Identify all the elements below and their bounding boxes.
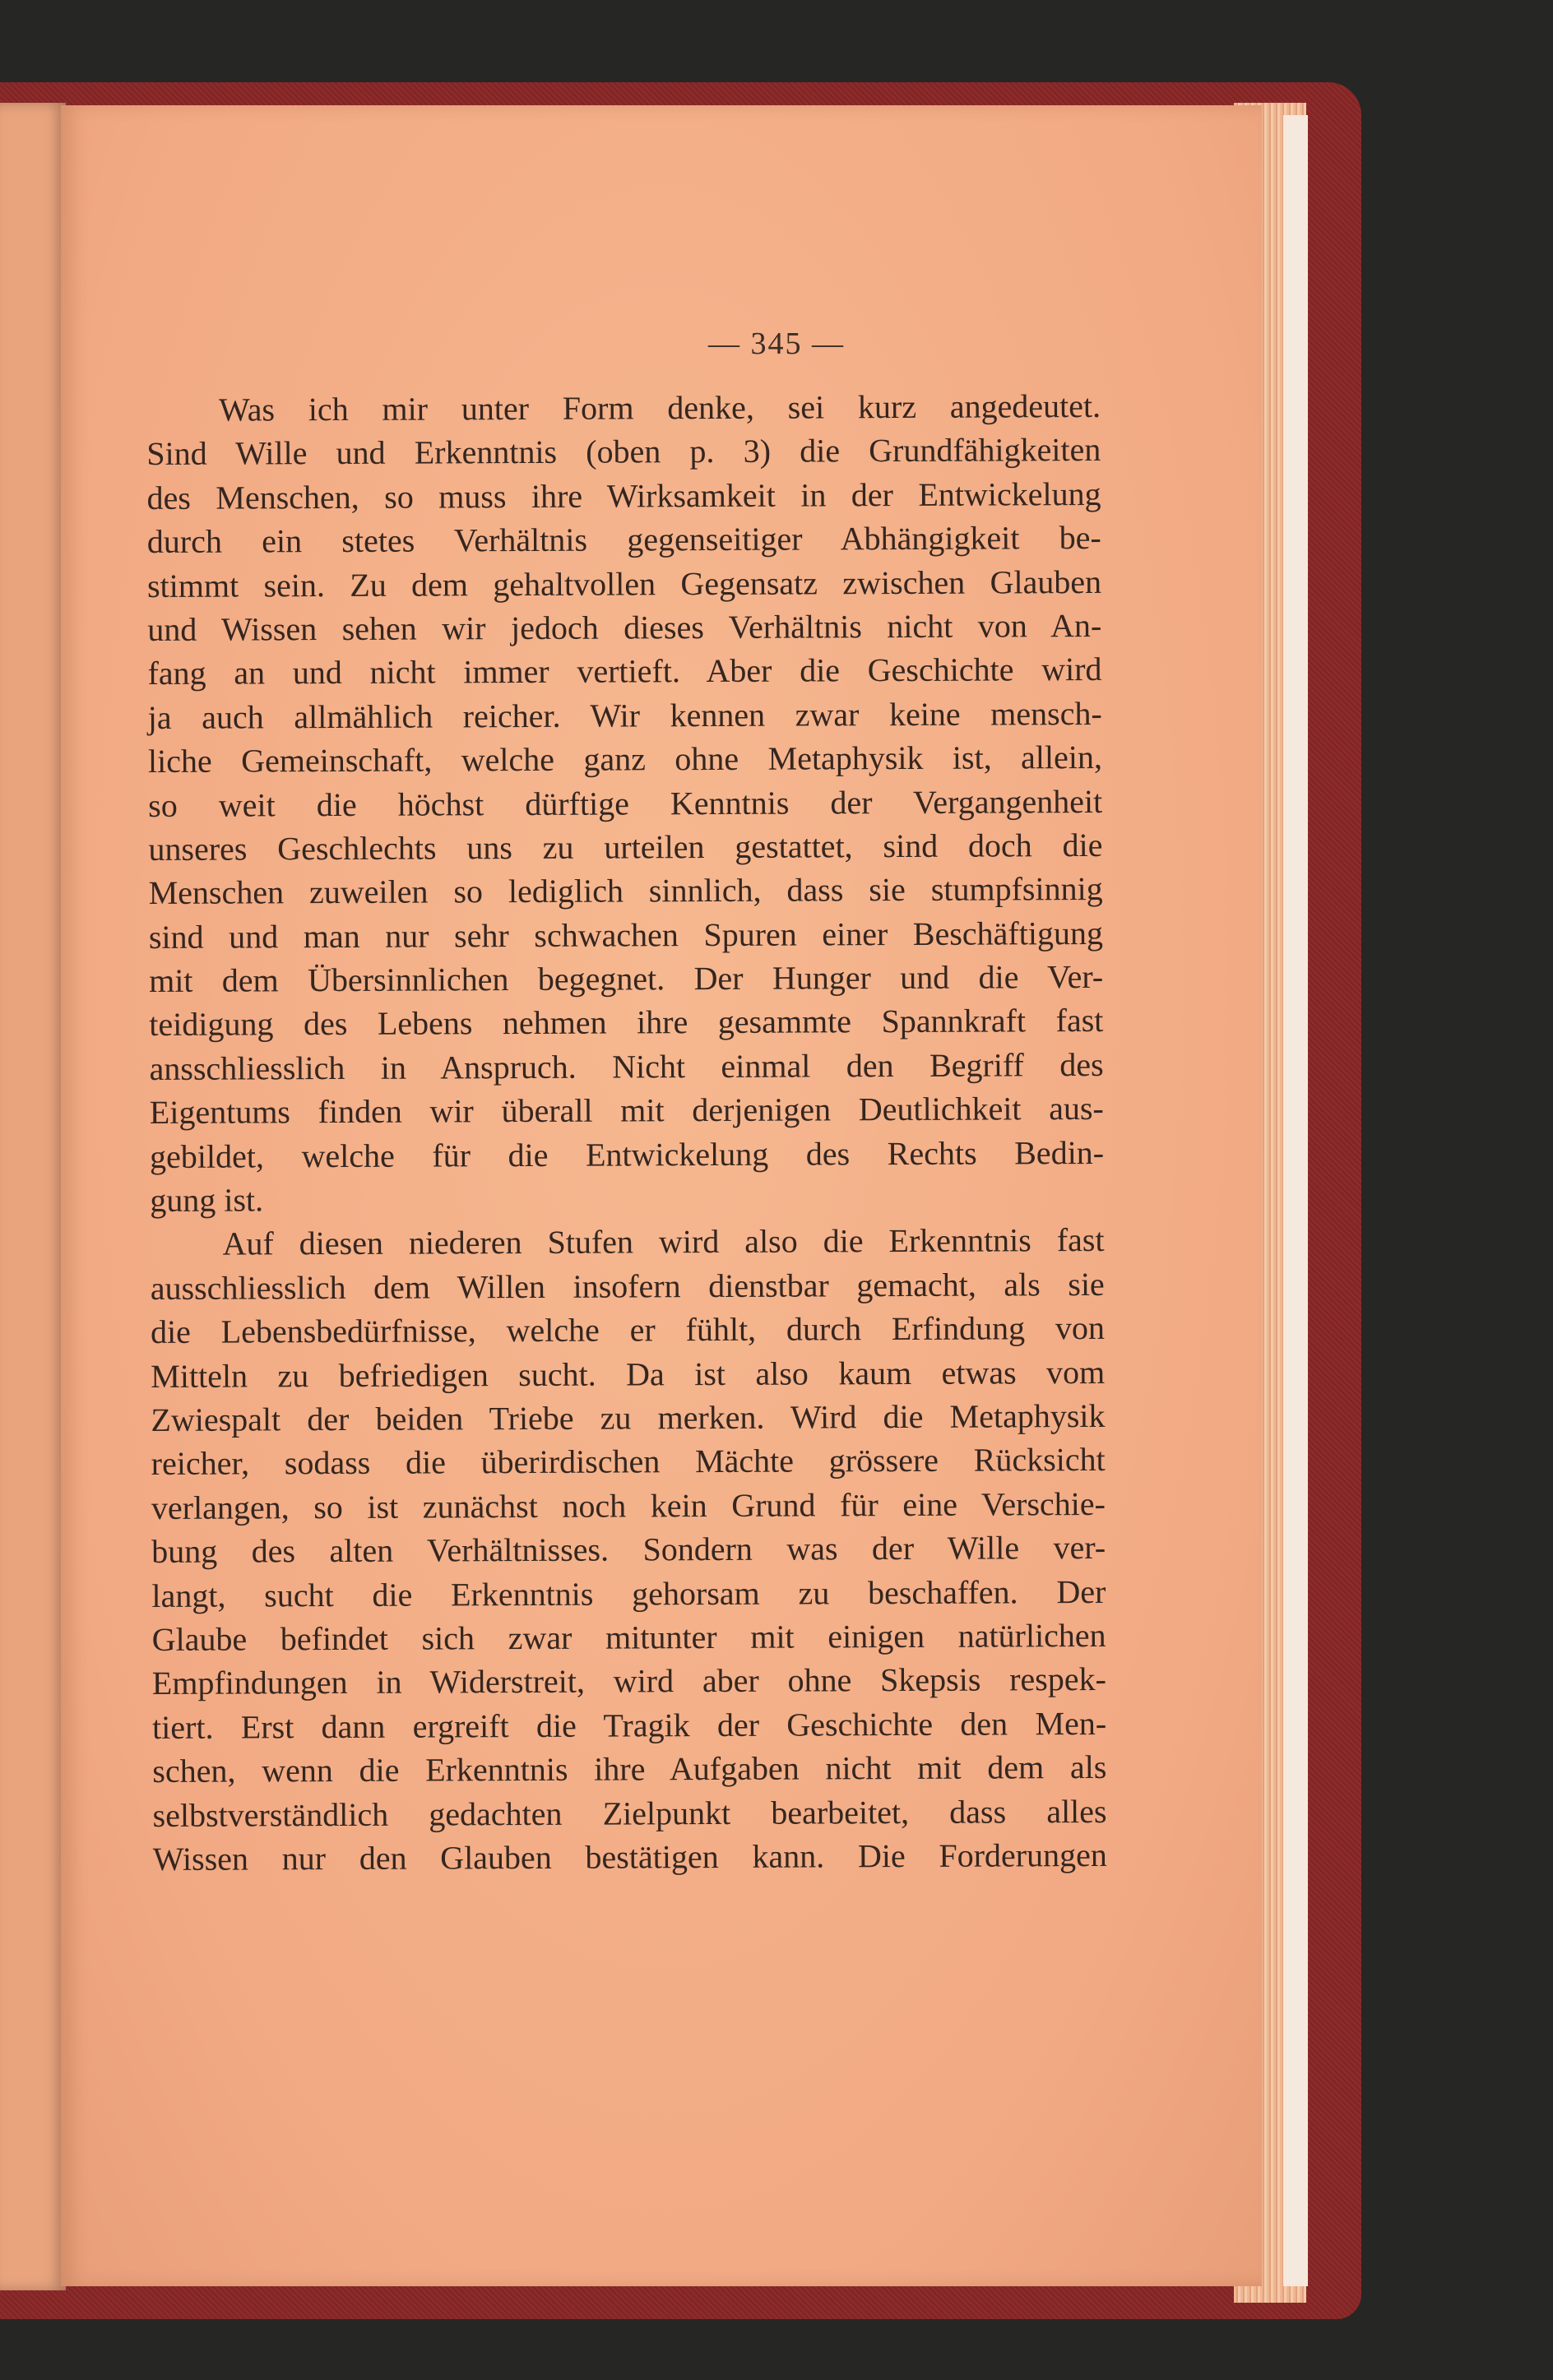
- text-line: unseres Geschlechts uns zu urteilen gestattet, sind doch die: [148, 826, 1103, 868]
- text-line: reicher, sodass die überirdischen Mächte grössere Rücksicht: [151, 1441, 1106, 1483]
- text-line: ja auch allmählich reicher. Wir kennen zwar keine mensch-: [147, 694, 1102, 736]
- text-line: langt, sucht die Erkenntnis gehorsam zu beschaffen. Der: [151, 1572, 1106, 1614]
- text-line: schen, wenn die Erkenntnis ihre Aufgaben nicht mit dem als: [152, 1748, 1107, 1790]
- text-line: so weit die höchst dürftige Kenntnis der Vergangenheit: [148, 782, 1103, 824]
- text-line: verlangen, so ist zunächst noch kein Grund für eine Verschie-: [151, 1484, 1106, 1526]
- text-line: tiert. Erst dann ergreift die Tragik der Geschichte den Men-: [152, 1704, 1107, 1746]
- text-line: Glaube befindet sich zwar mitunter mit einigen natürlichen: [151, 1616, 1106, 1658]
- text-line: Wissen nur den Glauben bestätigen kann. Die Forderungen: [152, 1836, 1107, 1878]
- text-line: des Menschen, so muss ihre Wirksamkeit in der Entwickelung: [146, 475, 1101, 516]
- text-line: sind und man nur sehr schwachen Spuren einer Beschäftigung: [148, 914, 1103, 956]
- left-page-edge: [0, 103, 66, 2290]
- text-line: teidigung des Lebens nehmen ihre gesammte Spannkraft fast: [149, 1002, 1104, 1044]
- endpaper-edge: [1283, 115, 1308, 2286]
- text-line: Empfindungen in Widerstreit, wird aber ohne Skepsis respek-: [151, 1660, 1106, 1702]
- text-line: Mitteln zu befriedigen sucht. Da ist also kaum etwas vom: [151, 1353, 1106, 1395]
- body-text: [146, 384, 1107, 1881]
- text-line: mit dem Übersinnlichen begegnet. Der Hunger und die Ver-: [149, 958, 1104, 1000]
- text-line: die Lebensbedürfnisse, welche er fühlt, durch Erfindung von: [150, 1309, 1106, 1351]
- text-line: liche Gemeinschaft, welche ganz ohne Metaphysik ist, allein,: [147, 739, 1103, 780]
- text-line: Zwiespalt der beiden Triebe zu merken. Wird die Metaphysik: [151, 1396, 1106, 1438]
- text-line: Auf diesen niederen Stufen wird also die Erkenntnis fast: [222, 1221, 1105, 1263]
- text-line: Menschen zuweilen so lediglich sinnlich, dass sie stumpfsinnig: [148, 870, 1103, 912]
- text-line: ausschliesslich dem Willen insofern dienstbar gemacht, als sie: [150, 1265, 1105, 1307]
- text-line: bung des alten Verhältnisses. Sondern was der Wille ver-: [151, 1529, 1106, 1571]
- text-line: selbstverständlich gedachten Zielpunkt bearbeitet, dass alles: [152, 1792, 1107, 1834]
- text-line: Sind Wille und Erkenntnis (oben p. 3) die Grundfähigkeiten: [146, 431, 1101, 473]
- text-line: Eigentums finden wir überall mit derjenigen Deutlichkeit aus-: [149, 1090, 1104, 1132]
- text-line: durch ein stetes Verhältnis gegenseitiger Abhängigkeit be-: [146, 519, 1101, 561]
- text-line: stimmt sein. Zu dem gehaltvollen Gegensatz zwischen Glauben: [146, 563, 1102, 604]
- text-line: Was ich mir unter Form denke, sei kurz angedeutet.: [219, 387, 1101, 428]
- text-line: fang an und nicht immer vertieft. Aber die Geschichte wird: [147, 651, 1102, 692]
- page-number: — 345 —: [708, 326, 845, 361]
- text-line: gebildet, welche für die Entwickelung des Rechts Bedin-: [149, 1133, 1105, 1175]
- text-line: gung ist.: [150, 1181, 264, 1220]
- text-line: ansschliesslich in Anspruch. Nicht einmal den Begriff des: [149, 1045, 1104, 1087]
- text-line: und Wissen sehen wir jedoch dieses Verhältnis nicht von An-: [147, 606, 1102, 648]
